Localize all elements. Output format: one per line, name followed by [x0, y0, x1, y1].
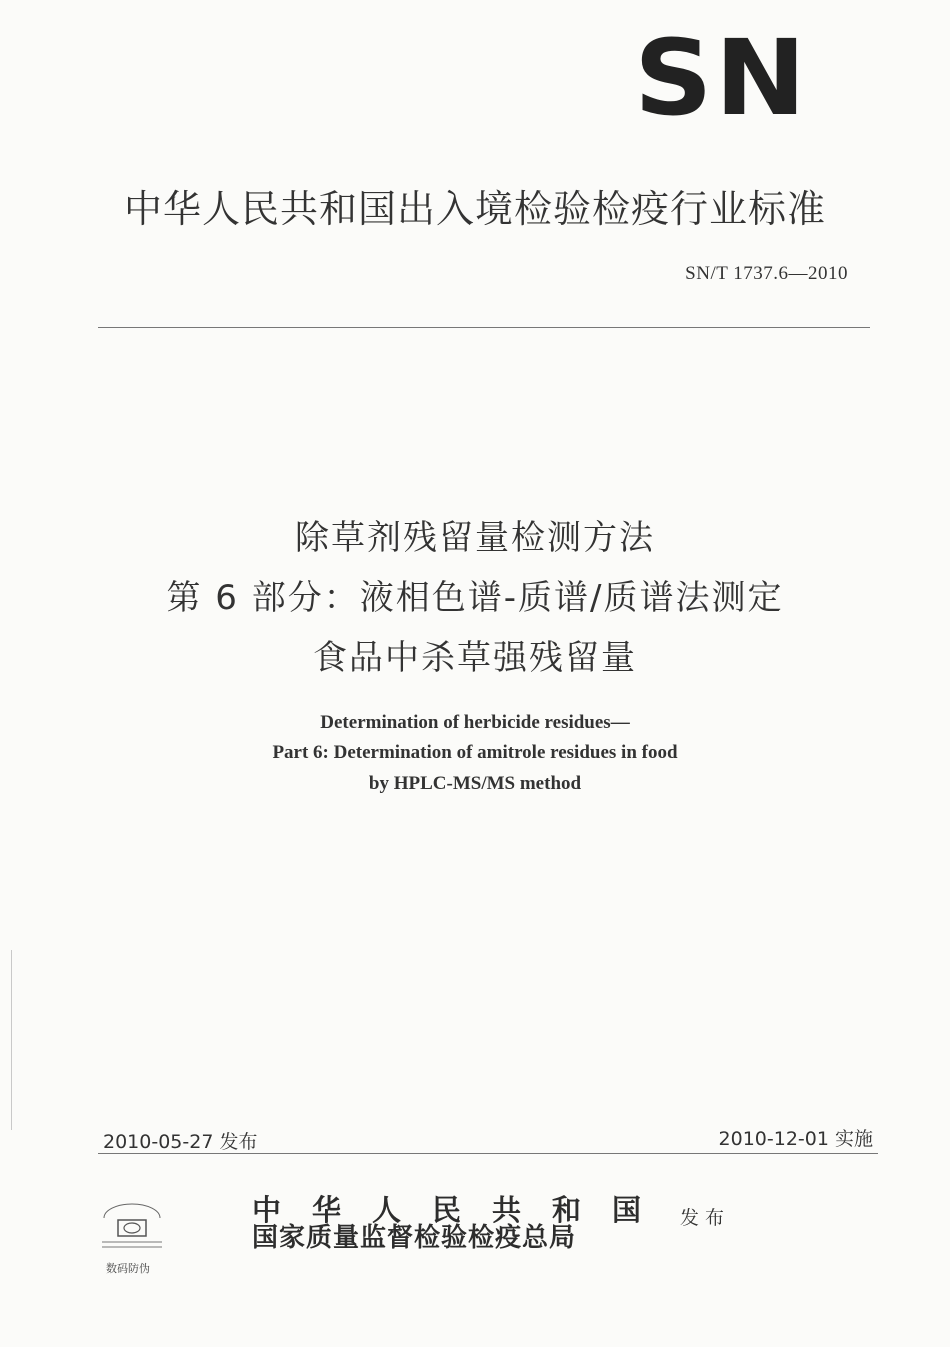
publish-label: 发布 [680, 1207, 731, 1229]
sn-logo [634, 17, 830, 139]
english-title-line-2: Part 6: Determination of amitrole residues in food [272, 742, 678, 763]
publisher-line-1: 中华人民共和国 [252, 1193, 673, 1227]
standard-code: SN/T 1737.6—2010 [685, 263, 848, 284]
chinese-title-line-3: 食品中杀草强残留量 [313, 638, 637, 678]
top-divider [98, 327, 870, 328]
issue-date: 2010-05-27 发布 [103, 1131, 258, 1153]
publisher-line-2: 国家质量监督检验检疫总局 [252, 1223, 577, 1253]
publisher-emblem-icon [92, 1200, 172, 1256]
chinese-title-line-1: 除草剂残留量检测方法 [295, 518, 655, 558]
implementation-date: 2010-12-01 实施 [718, 1128, 873, 1150]
sn-logo-text: SN [634, 17, 809, 139]
standard-category-title: 中华人民共和国出入境检验检疫行业标准 [123, 187, 826, 231]
english-title-line-1: Determination of herbicide residues— [320, 712, 630, 733]
scan-edge-line [11, 950, 12, 1130]
english-title-line-3: by HPLC-MS/MS method [368, 773, 582, 794]
bottom-divider [98, 1153, 878, 1154]
seal-label: 数码防伪 [106, 1262, 150, 1275]
chinese-title-line-2: 第 6 部分：液相色谱-质谱/质谱法测定 [166, 578, 784, 618]
anti-counterfeit-seal [92, 1200, 172, 1280]
